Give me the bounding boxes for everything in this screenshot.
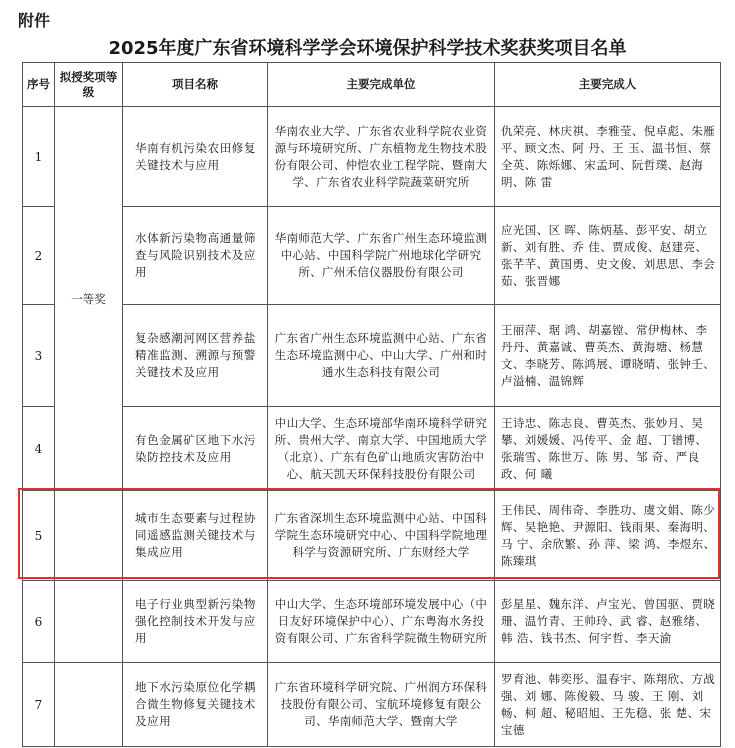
- project-name: 复杂感潮河网区营养盐精准监测、溯源与预警关键技术及应用: [123, 305, 268, 407]
- table-row: [23, 107, 721, 207]
- attachment-label: 附件: [18, 11, 51, 30]
- table-row: [23, 491, 721, 581]
- completion-people: 王丽萍、琚 鸿、胡嘉镗、常伊梅林、李丹丹、黄嘉诚、曹英杰、黄海塘、杨慧文、李晓芳、陈鸿展、谭晓晴、张钟壬、卢溢楠、温锦辉: [495, 305, 721, 407]
- table-header-row: [23, 63, 721, 107]
- award-level-empty: [55, 663, 123, 747]
- table-row: [23, 207, 721, 305]
- completion-people: 罗育池、韩奕彤、温春宇、陈翔欣、方战强、刘 娜、陈俊毅、马 骏、王 刚、刘 畅、柯 超、秘昭旭、王先稳、张 楚、宋宝德: [495, 663, 721, 747]
- completion-people: 仇荣亮、林庆祺、李雅莹、倪卓彪、朱雁平、顾文杰、阿 丹、王 玉、温书恒、蔡全英、陈烁娜、宋孟珂、阮哲璞、赵海明、陈 雷: [495, 107, 721, 207]
- completion-people: 应光国、区 晖、陈炳基、彭平安、胡立新、刘有胜、乔 佳、贾成俊、赵建亮、张芊芊、黄国勇、史文俊、刘思思、李会茹、张晋娜: [495, 207, 721, 305]
- completion-units: 广东省深圳生态环境监测中心站、中国科学院生态环境研究中心、中国科学院地理科学与资源研究所、广东财经大学: [268, 491, 495, 581]
- row-number: 1: [23, 107, 55, 207]
- project-name: 地下水污染原位化学耦合微生物修复关键技术及应用: [123, 663, 268, 747]
- completion-units: 广东省环境科学研究院、广州润方环保科技股份有限公司、宝航环境修复有限公司、华南师范大学、暨南大学: [268, 663, 495, 747]
- completion-units: 中山大学、生态环境部环境发展中心（中日友好环境保护中心）、广东粤海水务投资有限公司、广东省科学院微生物研究所: [268, 581, 495, 663]
- row-number: 6: [23, 581, 55, 663]
- header-level: 拟授奖项等级: [55, 63, 123, 107]
- completion-units: 广东省广州生态环境监测中心站、广东省生态环境监测中心、中山大学、广州和时通水生态科技有限公司: [268, 305, 495, 407]
- header-project: 项目名称: [123, 63, 268, 107]
- award-level: 一等奖: [55, 107, 123, 491]
- table-row: [23, 663, 721, 747]
- project-name: 水体新污染物高通量筛查与风险识别技术及应用: [123, 207, 268, 305]
- completion-people: 王伟民、周伟奇、李胜功、虞文娟、陈少辉、吴艳艳、尹源阳、钱雨果、秦海明、马 宁、余欣繁、孙 萍、梁 鸿、李煜东、陈臻琪: [495, 491, 721, 581]
- completion-units: 华南师范大学、广东省广州生态环境监测中心站、中国科学院广州地球化学研究所、广州禾信仪器股份有限公司: [268, 207, 495, 305]
- completion-units: 华南农业大学、广东省农业科学院农业资源与环境研究所、广东植物龙生物技术股份有限公司、仲恺农业工程学院、暨南大学、广东省农业科学院蔬菜研究所: [268, 107, 495, 207]
- header-seq: 序号: [23, 63, 55, 107]
- row-number: 5: [23, 491, 55, 581]
- award-level-empty: [55, 581, 123, 663]
- table-row: [23, 581, 721, 663]
- page-title: 2025年度广东省环境科学学会环境保护科学技术奖获奖项目名单: [108, 38, 627, 59]
- header-units: 主要完成单位: [268, 63, 495, 107]
- project-name: 电子行业典型新污染物强化控制技术开发与应用: [123, 581, 268, 663]
- table-row: [23, 407, 721, 491]
- awards-table: [22, 62, 721, 747]
- row-number: 2: [23, 207, 55, 305]
- completion-units: 中山大学、生态环境部华南环境科学研究所、贵州大学、南京大学、中国地质大学（北京）、广东有色矿山地质灾害防治中心、航天凯天环保科技股份有限公司: [268, 407, 495, 491]
- project-name: 华南有机污染农田修复关键技术与应用: [123, 107, 268, 207]
- completion-people: 彭星星、魏东洋、卢宝光、曾国驱、贾晓珊、温竹青、王帅玲、武 睿、赵雅绪、韩 浩、钱书杰、何宇哲、李天渝: [495, 581, 721, 663]
- project-name: 有色金属矿区地下水污染防控技术及应用: [123, 407, 268, 491]
- row-number: 7: [23, 663, 55, 747]
- row-number: 4: [23, 407, 55, 491]
- row-number: 3: [23, 305, 55, 407]
- completion-people: 王诗忠、陈志良、曹英杰、张妙月、吴 攀、刘媛媛、冯传平、金 超、丁镨博、张瑞雪、陈世万、陈 男、邹 奇、严良政、何 曦: [495, 407, 721, 491]
- header-people: 主要完成人: [495, 63, 721, 107]
- table-row: [23, 305, 721, 407]
- award-level-empty: [55, 491, 123, 581]
- project-name: 城市生态要素与过程协同遥感监测关键技术与集成应用: [123, 491, 268, 581]
